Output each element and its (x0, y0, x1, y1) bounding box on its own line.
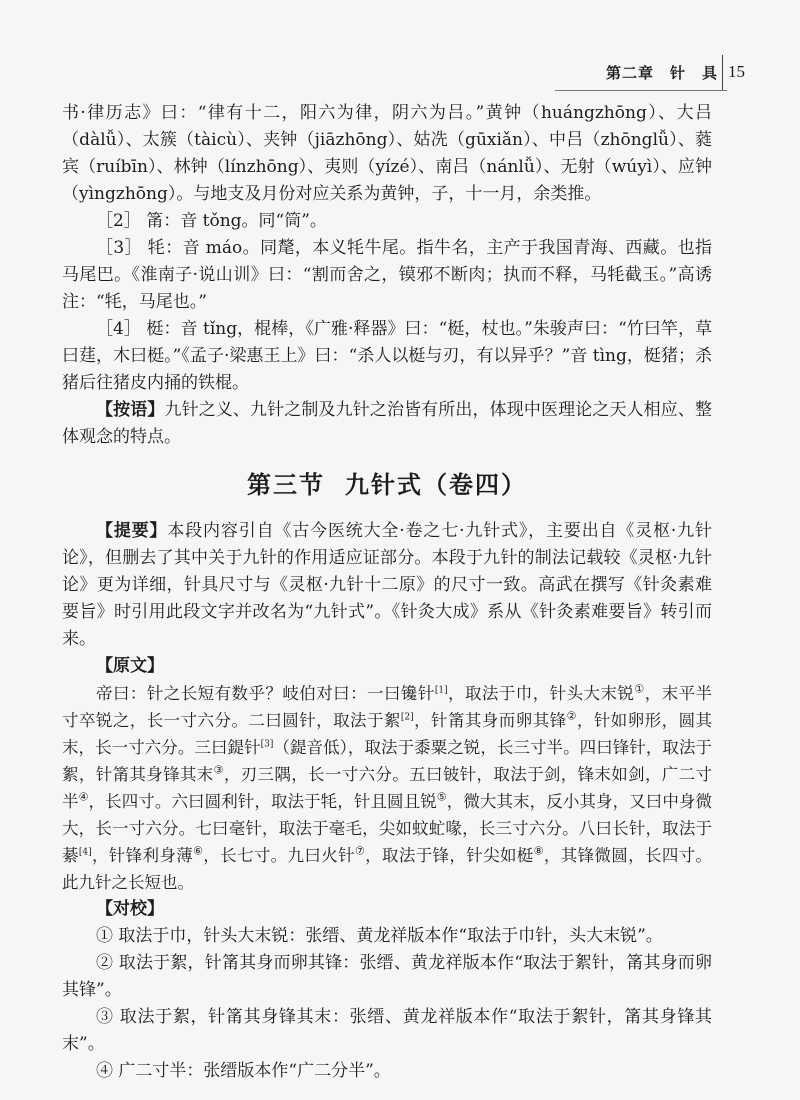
original-seg: （鍉音低），取法于黍粟之锐，长三寸半。四曰锋针，取法于絮，针筩其身锋其末 (62, 738, 713, 784)
collation-mark-7: ⑦ (354, 844, 366, 858)
original-seg: ，长七寸。九曰火针 (203, 846, 355, 865)
note-ref-1: [1] (434, 685, 448, 696)
collation-mark-6: ⑥ (193, 844, 204, 858)
collation-mark-2: ② (566, 709, 577, 723)
page-number: 15 (728, 62, 745, 81)
commentary-label: 【按语】 (96, 400, 165, 420)
summary-paragraph (62, 518, 712, 653)
note-ref-2: [2] (400, 712, 414, 723)
note-ref-3: [3] (260, 739, 274, 750)
collation-mark-4: ④ (78, 790, 89, 804)
collation-item: ① 取法于巾，针头大末锐：张缙、黄龙祥版本作“取法于巾针，头大末锐”。 (96, 926, 663, 946)
collation-mark-1: ① (634, 682, 645, 696)
original-text (62, 680, 712, 896)
original-seg: ，针锋利身薄 (91, 846, 194, 865)
original-seg: ，末平半寸卒锐之，长一寸六分。二曰圆针，取法于絮 (62, 684, 713, 730)
collation-mark-5: ⑤ (436, 790, 447, 804)
summary-text: 本段内容引自《古今医统大全·卷之七·九针式》，主要出自《灵枢·九针论》，但删去了其中关于九针的作用适应证部分。本段于九针的制法记载较《灵枢·九针论》更为详细，针具尺寸与《灵枢·九针十二原》的尺寸一致。高武在撰写《针灸素难要旨》时引用此段文字并改名为“九针式”。《针灸大成》系从《针灸素难要旨》转引而来。 (62, 521, 713, 649)
note-ref-4: [4] (78, 847, 92, 858)
section-title (62, 471, 712, 498)
header-separator (722, 55, 723, 91)
note-1-continued: 书·律历志》曰：“律有十二，阳六为律，阴六为吕。”黄钟（huángzhōng）、大吕（dàlǚ）、太簇（tàicù）、夹钟（jiāzhōng）、姑冼（gūxiǎn）、中吕（zhōnglǚ）、蕤宾（ruíbīn）、林钟（línzhōng）、夷则（yízé）、南吕（nánlǚ）、无射（wúyì）、应钟（yìngzhōng）。与地支及月份对应关系为黄钟，子，十一月，余类推。 (62, 103, 712, 204)
note-4: ［4］ 梃：音 tǐng，棍棒，《广雅·释器》曰：“梃，杖也。”朱骏声曰：“竹曰竿，草曰莛，木曰梃。”《孟子·梁惠王上》曰：“杀人以梃与刃，有以异乎？”音 tìng，梃猪；杀猪后往猪皮内捅的铁棍。 (62, 319, 712, 393)
page-body (62, 100, 712, 1085)
original-seg: ，长四寸。六曰圆利针，取法于牦，针且圆且锐 (88, 792, 437, 811)
summary-label: 【提要】 (96, 521, 168, 541)
header-rule (555, 90, 727, 91)
collation-item: ③ 取法于絮，针筩其身锋其末：张缙、黄龙祥版本作“取法于絮针，筩其身锋其末”。 (62, 1007, 712, 1054)
collation-label: 【对校】 (96, 899, 164, 919)
note-3: ［3］ 牦：音 máo。同氂，本义牦牛尾。指牛名，主产于我国青海、西藏。也指马尾巴。《淮南子·说山训》曰：“割而舍之，镆邪不断肉；执而不释，马牦截玉。”高诱注：“牦，马尾也。” (62, 238, 712, 312)
section-number: 第三节 (247, 470, 325, 499)
running-header-chapter: 第二章 针 具 (605, 64, 718, 82)
original-seg: ，微大其末，反小其身，又曰中身微大，长一寸六分。七曰毫针，取法于毫毛，尖如蚊虻喙，长三寸六分。八曰长针，取法于綦 (62, 792, 713, 865)
commentary-paragraph (62, 397, 712, 451)
section-name: 九针式（卷四） (345, 470, 527, 499)
original-seg: ，取法于巾，针头大末锐 (447, 684, 635, 703)
note-2: ［2］ 筩：音 tǒng。同“筒”。 (96, 211, 327, 231)
collation-mark-3: ③ (213, 763, 224, 777)
original-seg: ，其锋微圆，长四寸。此九针之长短也。 (62, 846, 713, 892)
original-seg: ，取法于锋，针尖如梃 (365, 846, 534, 865)
commentary-text: 九针之义、九针之制及九针之治皆有所出，体现中医理论之天人相应、整体观念的特点。 (62, 400, 713, 447)
collation-item: ② 取法于絮，针筩其身而卵其锋：张缙、黄龙祥版本作“取法于絮针，筩其身而卵其锋”。 (62, 953, 712, 1000)
original-seg: ，针筩其身而卵其锋 (413, 711, 567, 730)
collation-mark-8: ⑧ (533, 844, 544, 858)
original-seg: 帝曰：针之长短有数乎？岐伯对曰：一曰镵针 (96, 684, 435, 703)
original-text-label: 【原文】 (96, 656, 164, 676)
original-seg: ，刃三隅，长一寸六分。五曰铍针，取法于剑，锋末如剑，广二寸半 (62, 765, 712, 811)
collation-item: ④ 广二寸半：张缙版本作“广二分半”。 (96, 1061, 391, 1081)
original-seg: ，针如卵形，圆其末，长一寸六分。三曰鍉针 (62, 711, 713, 757)
